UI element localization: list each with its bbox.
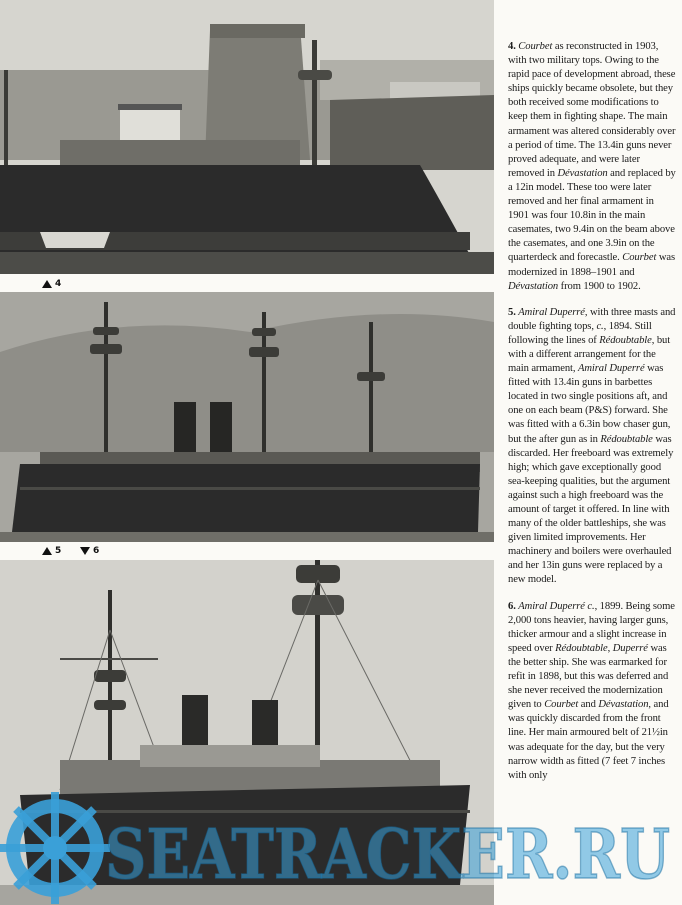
photo-courbet-1903 (0, 0, 494, 274)
paragraph-number: 6. (508, 600, 519, 612)
paragraph-text: , 1894. Still following the lines of (508, 320, 652, 346)
paragraph-text: , but with a different arrangement for the main armament, (508, 334, 671, 375)
paragraph-text: was the better ship. She was earmarked for refit in 1898, but this was deferred and she never received the modernization given to (508, 642, 669, 711)
triangle-up-icon (42, 280, 52, 288)
photo-duperre-1899-image (0, 560, 494, 905)
photo-amiral-duperre-1899 (0, 560, 494, 905)
ship-name-italic: Dévastation (598, 699, 649, 711)
ship-name-italic: Duperré (612, 642, 648, 654)
paragraph-text: , (607, 642, 613, 654)
ship-name-italic: Courbet (544, 699, 579, 711)
caption-6-number: 6 (93, 546, 100, 556)
paragraph-text: , and was quickly discarded from the front line. Her main armoured belt of 21½in was adequate for the day, but the very narrow width as fitted (7 feet 7 inches with only (508, 699, 669, 781)
ship-name-italic: c. (596, 320, 604, 332)
ship-name-italic: Rédoubtable (600, 433, 653, 445)
watermark-text: SEATRACKER.RU (105, 815, 670, 895)
caption-5 (42, 546, 61, 556)
photo-amiral-duperre-1894 (0, 292, 494, 542)
ship-name-italic: Dévastation (508, 280, 559, 292)
ship-name-italic: Amiral Duperré (518, 306, 585, 318)
ship-name-italic: Courbet (518, 41, 553, 52)
caption-6 (80, 546, 99, 556)
paragraph-4 (508, 40, 676, 294)
triangle-down-icon (80, 547, 90, 555)
paragraph-number: 5. (508, 306, 519, 318)
paragraph-text: , with three masts and double fighting tops, (508, 306, 676, 332)
ship-name-italic: Courbet (622, 252, 657, 264)
paragraph-text: as reconstructed in 1903, with two military tops. Owing to the rapid pace of development abroad, these ships quickly became obsolete, but they both received some modifications to keep them in fighting shape. The main armament was altered considerably over a period of time. The 13.4in guns never proved adequate, and were later removed in (508, 41, 676, 179)
paragraph-text: and (578, 699, 599, 711)
paragraph-text: was discarded. Her freeboard was extremely high; which gave exceptionally good sea-keeping qualities, but the argument against such a high freeboard was the amount of target it offered. In line with many of the older battleships, she was given limited improvements. Her machinery and boilers were overhauled and her 13in guns were replaced by a new model. (508, 433, 674, 586)
paragraph-number: 4. (508, 41, 519, 52)
ship-name-italic: Amiral Duperré c. (518, 600, 595, 612)
paragraph-text: was modernized in 1898–1901 and (508, 252, 676, 278)
paragraph-6 (508, 600, 676, 783)
photo-courbet-image (0, 0, 494, 274)
ship-name-italic: Amiral Duperré (577, 363, 645, 375)
photo-duperre-1894-image (0, 292, 494, 542)
caption-5-number: 5 (55, 546, 62, 556)
paragraph-text: from 1900 to 1902. (558, 280, 641, 292)
caption-4 (42, 279, 61, 289)
paragraph-text: , 1899. Being some 2,000 tons heavier, having larger guns, thicker armour and a slight increase in speed over (508, 600, 675, 654)
article-text-column (508, 40, 676, 795)
triangle-up-icon (42, 547, 52, 555)
ship-name-italic: Rédoubtable (555, 642, 608, 654)
caption-4-number: 4 (55, 279, 62, 289)
ship-name-italic: Dévastation (557, 167, 608, 179)
paragraph-text: and replaced by a 12in model. These too were later removed and her final armament in 1901 was four 10.8in in the main casemates, two 9.4in on the beam above the casemates, and one 3.9in on the quarterdeck and forecastle. (508, 167, 676, 264)
paragraph-text: was fitted with 13.4in guns in barbettes located in two single positions aft, and one on each beam (P&S) forward. She was fitted with a 6.3in bow chaser gun, but the after gun as in (508, 363, 671, 445)
paragraph-5 (508, 306, 676, 588)
ship-name-italic: Rédoubtable (599, 334, 652, 346)
